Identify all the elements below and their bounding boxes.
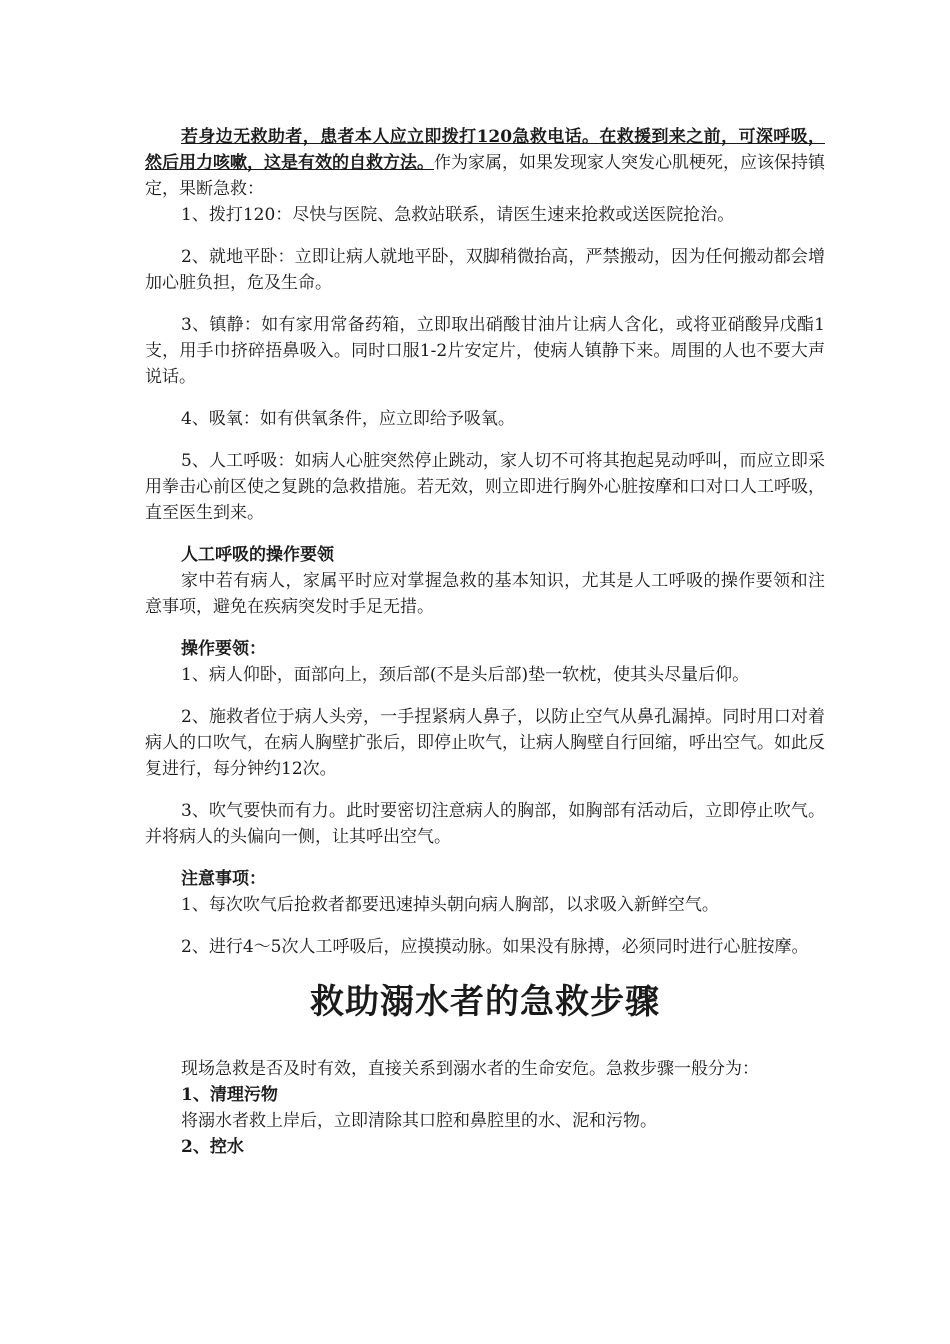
op-3: 3、吹气要快而有力。此时要密切注意病人的胸部，如胸部有活动后，立即停止吹气。并将病人的头偏向一侧，让其呼出空气。 — [145, 801, 825, 847]
note-2: 2、进行4～5次人工呼吸后，应摸摸动脉。如果没有脉搏，必须同时进行心脏按摩。 — [181, 937, 809, 957]
ops-title: 操作要领： — [181, 639, 266, 659]
intro-rest: 作为家属，如果发现家人突发心肌梗死，应该保持镇定，果断急救： — [145, 153, 825, 199]
step-1: 1、拨打120：尽快与医院、急救站联系，请医生速来抢救或送医院抢治。 — [181, 205, 735, 225]
breathing-intro: 家中若有病人，家属平时应对掌握急救的基本知识，尤其是人工呼吸的操作要领和注意事项，避免在疾病突发时手足无措。 — [145, 571, 825, 617]
drowning-step1-title: 1、清理污物 — [181, 1085, 278, 1105]
notes-title: 注意事项： — [181, 869, 266, 889]
step-3: 3、镇静：如有家用常备药箱，立即取出硝酸甘油片让病人含化，或将亚硝酸异戊酯1支，用手巾挤碎捂鼻吸入。同时口服1-2片安定片，使病人镇静下来。周围的人也不要大声说话。 — [145, 315, 825, 387]
drowning-intro: 现场急救是否及时有效，直接关系到溺水者的生命安危。急救步骤一般分为： — [181, 1059, 759, 1079]
document-page — [145, 124, 825, 1160]
note-1: 1、每次吹气后抢救者都要迅速掉头朝向病人胸部，以求吸入新鲜空气。 — [181, 895, 719, 915]
op-2: 2、施救者位于病人头旁，一手捏紧病人鼻子，以防止空气从鼻孔漏掉。同时用口对着病人的口吹气，在病人胸壁扩张后，即停止吹气，让病人胸壁自行回缩，呼出空气。如此反复进行，每分钟约12次。 — [145, 707, 825, 779]
drowning-heading: 救助溺水者的急救步骤 — [310, 982, 660, 1022]
op-1: 1、病人仰卧，面部向上，颈后部(不是头后部)垫一软枕，使其头尽量后仰。 — [181, 665, 750, 685]
step-4: 4、吸氧：如有供氧条件，应立即给予吸氧。 — [181, 409, 515, 429]
drowning-step1-text: 将溺水者救上岸后，立即清除其口腔和鼻腔里的水、泥和污物。 — [181, 1111, 657, 1131]
intro-paragraph — [145, 124, 825, 202]
intro-emphasis: 若身边无救助者，患者本人应立即拨打120急救电话。在救援到来之前，可深呼吸，然后用力咳嗽，这是有效的自救方法。 — [145, 127, 825, 173]
breathing-title: 人工呼吸的操作要领 — [181, 545, 334, 565]
step-5: 5、人工呼吸：如病人心脏突然停止跳动，家人切不可将其抱起晃动呼叫，而应立即采用拳击心前区使之复跳的急救措施。若无效，则立即进行胸外心脏按摩和口对口人工呼吸，直至医生到来。 — [145, 451, 825, 523]
step-2: 2、就地平卧：立即让病人就地平卧，双脚稍微抬高，严禁搬动，因为任何搬动都会增加心脏负担，危及生命。 — [145, 247, 825, 293]
drowning-step2-title: 2、控水 — [181, 1137, 244, 1157]
